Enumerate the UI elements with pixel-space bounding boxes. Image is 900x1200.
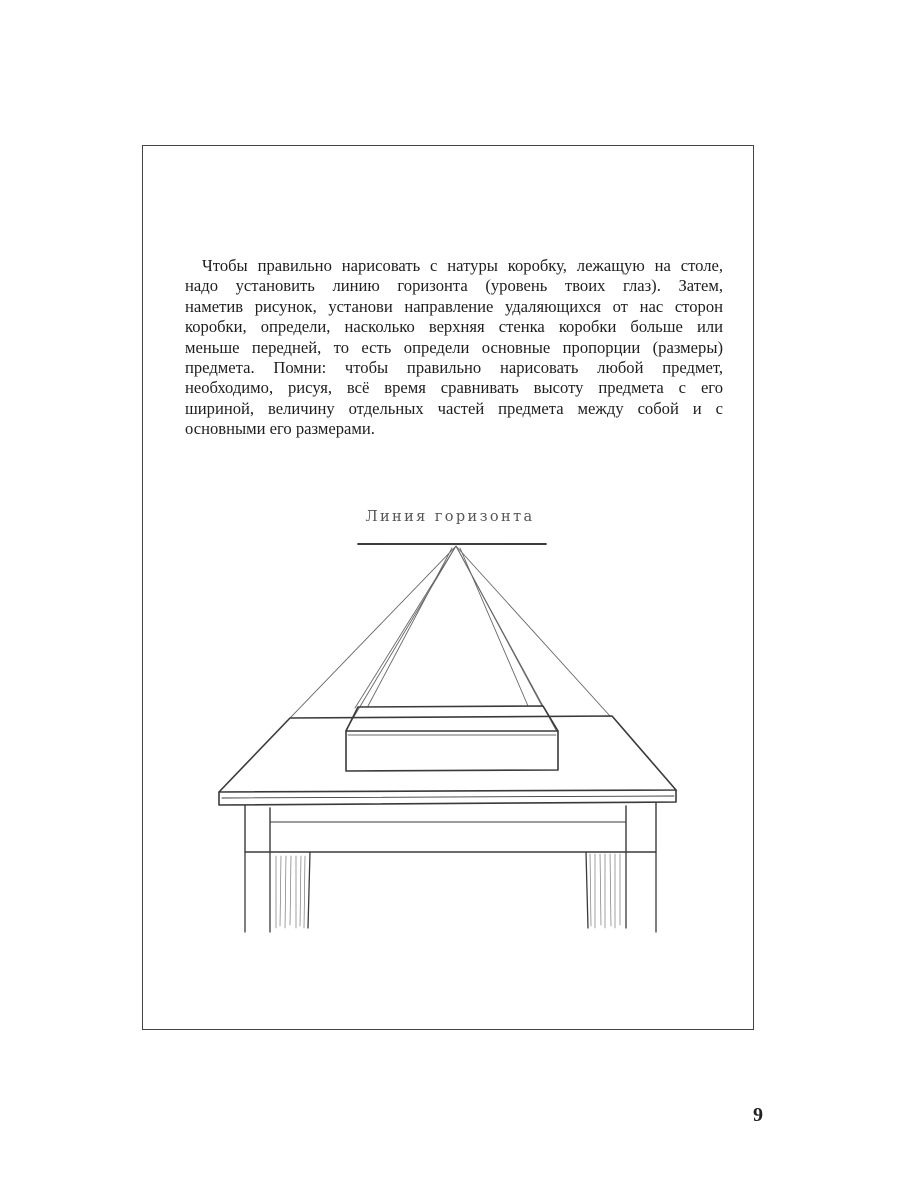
perspective-guides bbox=[290, 546, 610, 730]
paragraph-line: необходимо, рисуя, всё время сравнивать высоту предмета с его bbox=[185, 378, 723, 398]
horizon-line-label: Линия горизонта bbox=[365, 509, 535, 525]
paragraph-line: основными его размерами. bbox=[185, 419, 375, 439]
table-legs bbox=[245, 850, 656, 932]
paragraph-line: Чтобы правильно нарисовать с натуры коробку, лежащую на столе, bbox=[202, 256, 723, 275]
paragraph-line: предмета. Помни: чтобы правильно нарисовать любой предмет, bbox=[185, 358, 723, 378]
table-top bbox=[219, 716, 676, 805]
page-number: 9 bbox=[753, 1104, 763, 1126]
paragraph-line: надо установить линию горизонта (уровень твоих глаз). Затем, bbox=[185, 276, 723, 296]
paragraph-line: шириной, величину отдельных частей предмета между собой и с bbox=[185, 398, 723, 418]
table-apron bbox=[245, 803, 656, 852]
paragraph-line: наметив рисунок, установи направление удаляющихся от нас сторон bbox=[185, 296, 723, 316]
paragraph-line: коробки, определи, насколько верхняя стенка коробки больше или bbox=[185, 317, 723, 337]
paragraph-line: меньше передней, то есть определи основные пропорции (размеры) bbox=[185, 337, 723, 357]
leg-shading bbox=[276, 854, 620, 928]
